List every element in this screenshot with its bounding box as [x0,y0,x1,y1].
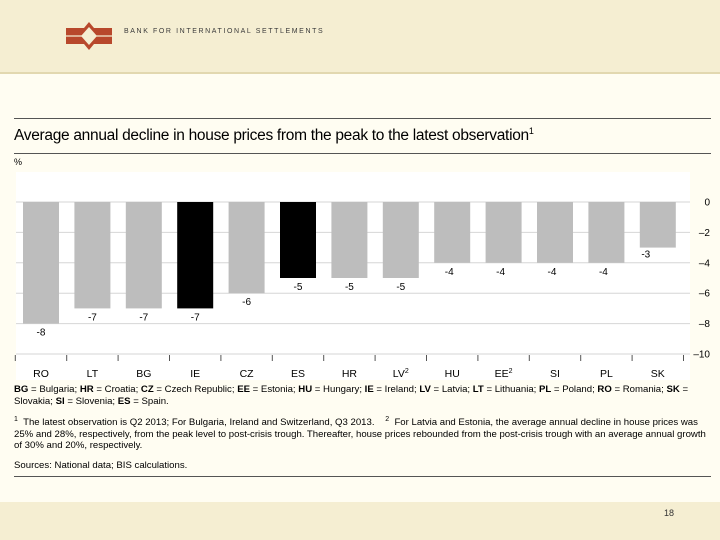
bar-pl [588,202,624,263]
y-tick-label: –2 [698,227,710,239]
y-axis-unit: % [14,157,23,167]
x-tick-label-si: SI [550,368,560,380]
footnote-2: For Latvia and Estonia, the average annual decline in house prices was 25% and 28%, respectively, from the peak level to post-crisis trough. Thereafter, house prices rebounded from the post-crisis trough with an average annual growth of 30% and 20%, respectively. [14,417,706,452]
abbrev-item: EE = Estonia; [237,384,299,395]
x-tick-label-bg: BG [136,368,152,380]
x-tick-label-pl: PL [599,368,613,380]
bar-lt [74,202,110,308]
footnote-1: The latest observation is Q2 2013; For Bulgaria, Ireland and Switzerland, Q3 2013. [23,417,375,429]
data-label: -7 [139,312,149,324]
x-tick-label-ee: $EE^2$ [494,368,513,380]
x-tick-label-lt: LT [86,368,99,380]
x-tick-label-hr: HR [341,368,357,380]
bar-si [537,202,573,263]
y-tick-label: –4 [698,258,710,270]
bar-cz [229,202,265,293]
data-label: -7 [190,312,200,324]
data-label: -4 [444,266,454,278]
data-label: -8 [36,327,46,339]
data-label: -5 [344,282,354,293]
footer-band [0,502,720,540]
abbreviations-note [14,384,714,407]
abbrev-item: SI = Slovenia; [55,395,118,407]
bar-ie [177,202,213,308]
abbrev-item: HU = Hungary; [298,384,365,395]
abbrev-item: PL = Poland; [539,384,598,395]
x-tick-label-lv: $LV^2$ [392,368,409,380]
data-label: -5 [396,282,406,293]
bar-bg [126,202,162,308]
x-tick-label-sk: SK [650,368,665,380]
y-tick-label: –10 [693,349,710,361]
data-label: -4 [598,266,608,278]
organization-name: BANK FOR INTERNATIONAL SETTLEMENTS [124,28,325,35]
data-label: -4 [496,266,506,278]
bar-hu [434,202,470,263]
page-number: 18 [664,508,675,518]
abbrev-item: CZ = Czech Republic; [140,384,238,395]
chart-title-text: Average annual decline in house prices from the peak to the latest observation [14,127,529,145]
bar-es [280,202,316,278]
notes-bottom-rule [14,476,711,477]
footnote-1-mark: 1 [14,416,18,423]
title-footnote-mark: 1 [528,126,534,136]
abbrev-item: RO = Romania; [597,384,667,395]
data-label: -6 [242,297,252,309]
data-label: -7 [87,312,97,324]
sources-note: Sources: National data; BIS calculations. [14,460,188,471]
abbrev-item: ES = Spain. [117,395,169,407]
abbrev-item: BG = Bulgaria; [14,384,80,395]
footnotes [14,414,714,452]
bar-sk [640,202,676,248]
x-tick-label-cz: CZ [239,368,254,380]
x-tick-label-es: ES [290,368,306,380]
bar-ro [23,202,59,324]
y-tick-label: 0 [704,197,710,209]
x-tick-label-ie: IE [190,368,201,380]
category-footnote-mark: 2 [404,368,409,375]
y-tick-label: –6 [698,288,710,300]
data-label: -3 [641,249,651,261]
bar-hr [331,202,367,278]
footnote-2-mark: 2 [385,416,390,423]
abbrev-item: IE = Ireland; [364,384,420,395]
abbrev-item: SK = Slovakia; [14,384,689,407]
data-label: -5 [293,282,303,293]
abbrev-item: LT = Lithuania; [472,384,539,395]
abbrev-item: HR = Croatia; [79,384,141,395]
x-tick-label-hu: HU [444,368,460,380]
y-tick-label: –8 [698,319,710,331]
bar-ee [486,202,522,263]
abbrev-item: LV = Latvia; [419,384,473,395]
bar-lv [383,202,419,278]
x-tick-label-ro: RO [33,368,49,380]
category-footnote-mark: 2 [508,368,513,375]
data-label: -4 [547,266,557,278]
